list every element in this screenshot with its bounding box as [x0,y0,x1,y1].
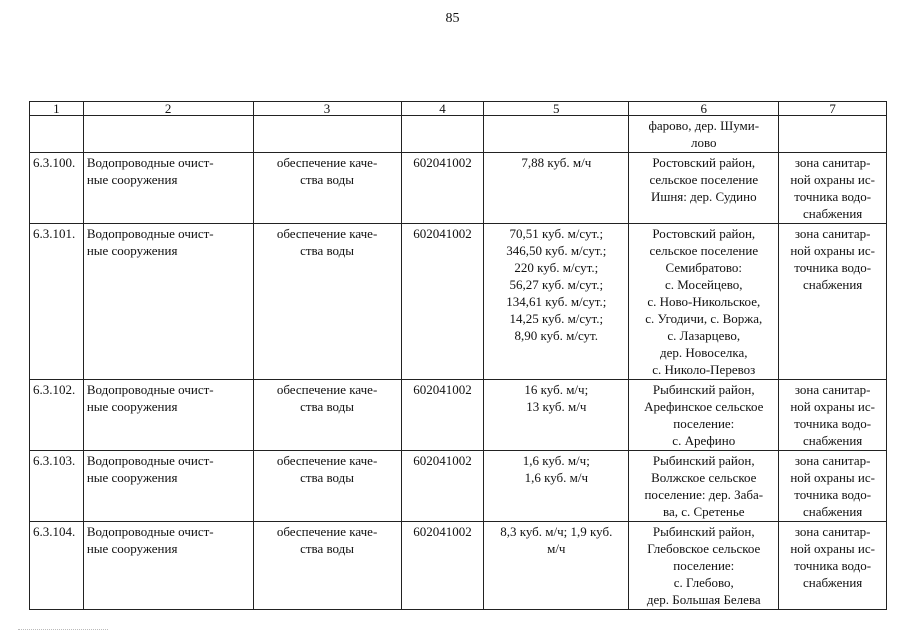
cell-capacity: 70,51 куб. м/сут.; 346,50 куб. м/сут.; 220 куб. м/сут.; 56,27 куб. м/сут.; 134,61 куб. м/сут.; 14,25 куб. м/сут.; 8,90 куб. м/сут. [484,224,629,380]
cell-object: Водопроводные очист- ные сооружения [83,224,253,380]
table-row [30,522,887,610]
cell-num: 6.3.102. [30,380,84,451]
cell-object: Водопроводные очист- ные сооружения [83,380,253,451]
cell-location: фарово, дер. Шуми- лово [629,116,779,153]
cell-capacity: 8,3 куб. м/ч; 1,9 куб. м/ч [484,522,629,610]
table-row [30,451,887,522]
cell-zone [779,116,887,153]
cell-code [401,116,484,153]
cell-num: 6.3.104. [30,522,84,610]
cell-zone: зона санитар- ной охраны ис- точника водо- снабжения [779,451,887,522]
cell-object: Водопроводные очист- ные сооружения [83,522,253,610]
table-row [30,380,887,451]
cell-num: 6.3.100. [30,153,84,224]
cell-zone: зона санитар- ной охраны ис- точника водо- снабжения [779,153,887,224]
cell-code: 602041002 [401,380,484,451]
objects-table [29,101,887,610]
cell-purpose: обеспечение каче- ства воды [253,153,401,224]
page-number: 85 [445,11,460,26]
cell-num: 6.3.103. [30,451,84,522]
cell-code: 602041002 [401,522,484,610]
cell-location: Рыбинский район, Глебовское сельское поселение: с. Глебово, дер. Большая Белева [629,522,779,610]
cell-location: Ростовский район, сельское поселение Семибратово: с. Мосейцево, с. Ново-Никольское, с. Угодичи, с. Воржа, с. Лазарцево, дер. Новоселка, с. Николо-Перевоз [629,224,779,380]
cell-object: Водопроводные очист- ные сооружения [83,153,253,224]
cell-purpose: обеспечение каче- ства воды [253,522,401,610]
continuation-row [30,116,887,153]
cell-code: 602041002 [401,153,484,224]
cell-purpose: обеспечение каче- ства воды [253,451,401,522]
scan-artifact [18,629,108,633]
cell-zone: зона санитар- ной охраны ис- точника водо- снабжения [779,224,887,380]
cell-capacity: 7,88 куб. м/ч [484,153,629,224]
cell-location: Рыбинский район, Волжское сельское поселение: дер. Заба- ва, с. Сретенье [629,451,779,522]
cell-capacity [484,116,629,153]
column-header: 3 [253,102,401,116]
column-header: 2 [83,102,253,116]
column-header: 4 [401,102,484,116]
cell-code: 602041002 [401,451,484,522]
table-row [30,224,887,380]
cell-location: Рыбинский район, Арефинское сельское поселение: с. Арефино [629,380,779,451]
cell-capacity: 1,6 куб. м/ч; 1,6 куб. м/ч [484,451,629,522]
column-header: 1 [30,102,84,116]
cell-purpose: обеспечение каче- ства воды [253,380,401,451]
column-header: 6 [629,102,779,116]
column-header: 7 [779,102,887,116]
cell-purpose [253,116,401,153]
cell-location: Ростовский район, сельское поселение Ишня: дер. Судино [629,153,779,224]
cell-purpose: обеспечение каче- ства воды [253,224,401,380]
table-row [30,153,887,224]
cell-zone: зона санитар- ной охраны ис- точника водо- снабжения [779,522,887,610]
cell-code: 602041002 [401,224,484,380]
cell-num: 6.3.101. [30,224,84,380]
cell-object [83,116,253,153]
column-header: 5 [484,102,629,116]
table-header-row [30,102,887,116]
cell-num [30,116,84,153]
cell-object: Водопроводные очист- ные сооружения [83,451,253,522]
cell-capacity: 16 куб. м/ч; 13 куб. м/ч [484,380,629,451]
cell-zone: зона санитар- ной охраны ис- точника водо- снабжения [779,380,887,451]
